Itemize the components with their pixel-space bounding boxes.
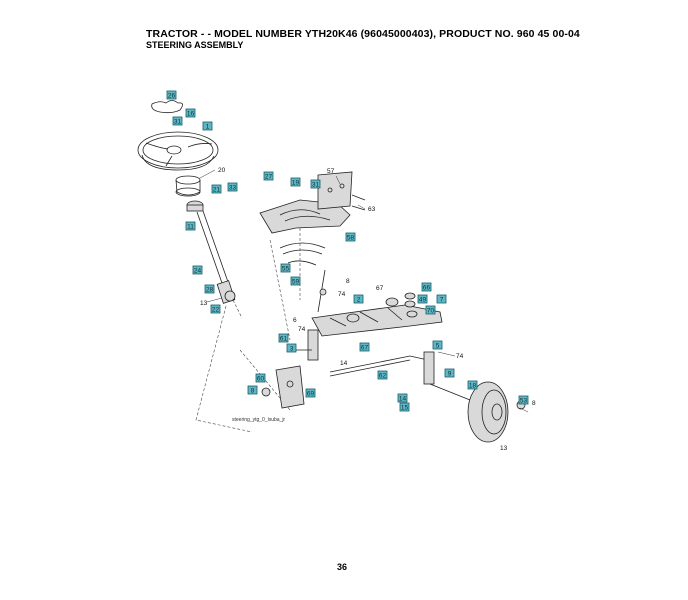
label-20: 20	[218, 167, 226, 174]
callout-14	[398, 394, 407, 403]
page-subtitle: STEERING ASSEMBLY	[146, 40, 244, 50]
svg-text:69: 69	[306, 390, 315, 398]
callout-33	[228, 183, 237, 192]
svg-text:26: 26	[167, 92, 176, 100]
svg-text:53: 53	[519, 397, 528, 405]
reference-code: steering_ytg_0_lsuba_jr	[232, 417, 286, 423]
callout-2	[354, 295, 363, 304]
svg-text:8: 8	[250, 387, 255, 395]
svg-text:9: 9	[447, 370, 452, 378]
label-67: 67	[376, 285, 384, 292]
callout-15	[400, 403, 409, 412]
svg-text:1: 1	[205, 123, 210, 131]
callout-53	[519, 396, 528, 405]
svg-text:18: 18	[468, 382, 477, 390]
callout-70	[426, 306, 435, 315]
svg-text:22: 22	[211, 306, 220, 314]
svg-text:66: 66	[422, 284, 431, 292]
label-57: 57	[327, 168, 335, 175]
callout-60	[256, 374, 265, 383]
svg-text:21: 21	[212, 186, 221, 194]
front-wheel	[468, 382, 508, 442]
svg-text:5: 5	[435, 342, 440, 350]
bushing	[187, 201, 203, 211]
label-6: 6	[293, 317, 297, 324]
svg-text:60: 60	[256, 375, 265, 383]
svg-text:59: 59	[291, 278, 300, 286]
washer-stack	[405, 293, 417, 317]
callout-26	[167, 91, 176, 100]
callout-1	[203, 122, 212, 131]
callout-62	[378, 371, 387, 380]
svg-text:31: 31	[173, 118, 182, 126]
page-title: TRACTOR - - MODEL NUMBER YTH20K46 (96045000403), PRODUCT NO. 960 45 00-04	[146, 28, 580, 40]
callout-18	[468, 381, 477, 390]
svg-text:33: 33	[228, 184, 237, 192]
callout-66	[422, 283, 431, 292]
callout-9	[445, 369, 454, 378]
svg-text:19: 19	[291, 179, 300, 187]
svg-text:2: 2	[356, 296, 361, 304]
callout-55	[281, 264, 290, 273]
label-74a: 74	[338, 291, 346, 298]
svg-text:7: 7	[439, 296, 444, 304]
label-74c: 74	[456, 353, 464, 360]
callout-27	[264, 172, 273, 181]
callout-59	[291, 277, 300, 286]
callout-3	[287, 344, 296, 353]
callout-11	[186, 222, 195, 231]
callout-31b	[311, 180, 320, 189]
callout-7	[437, 295, 446, 304]
svg-text:70: 70	[426, 307, 435, 315]
page-number: 36	[337, 562, 348, 572]
callout-69	[306, 389, 315, 398]
svg-text:15: 15	[400, 404, 409, 412]
svg-text:28: 28	[205, 286, 214, 294]
callout-21	[212, 185, 221, 194]
callout-31	[173, 117, 182, 126]
bushing-axle	[347, 314, 359, 322]
svg-text:27: 27	[264, 173, 273, 181]
callout-61	[279, 334, 288, 343]
nut-62	[262, 388, 270, 396]
svg-text:58: 58	[346, 234, 355, 242]
callout-28	[205, 285, 214, 294]
callout-22	[211, 305, 220, 314]
label-13b: 13	[500, 445, 508, 452]
svg-text:49: 49	[418, 296, 427, 304]
svg-text:61: 61	[279, 335, 288, 343]
label-8a: 8	[346, 278, 350, 285]
svg-text:55: 55	[281, 265, 290, 273]
svg-text:11: 11	[187, 223, 194, 231]
label-14: 14	[340, 360, 348, 367]
svg-text:31: 31	[311, 181, 320, 189]
pivot-bolt	[318, 270, 326, 312]
steering-boot	[176, 176, 200, 196]
svg-text:24: 24	[193, 267, 202, 275]
callout-67	[360, 343, 369, 352]
callout-8	[248, 386, 257, 395]
steering-wheel	[138, 132, 218, 170]
svg-text:14: 14	[398, 395, 407, 403]
callout-19	[291, 178, 300, 187]
callout-58	[346, 233, 355, 242]
label-74b: 74	[298, 326, 306, 333]
label-13a: 13	[200, 300, 208, 307]
front-axle	[312, 305, 442, 336]
svg-text:3: 3	[289, 345, 294, 353]
mount-bracket	[318, 172, 352, 209]
sector-gear	[280, 243, 325, 265]
steering-cap	[152, 101, 183, 113]
label-8b: 8	[532, 400, 536, 407]
callout-5	[433, 341, 442, 350]
steering-shaft	[197, 211, 235, 303]
spacer-67	[386, 298, 398, 306]
steering-arm	[276, 366, 304, 408]
label-63: 63	[368, 206, 376, 213]
svg-text:62: 62	[378, 372, 387, 380]
callout-24	[193, 266, 202, 275]
callout-49	[418, 295, 427, 304]
svg-text:16: 16	[186, 110, 195, 118]
svg-text:67: 67	[360, 344, 369, 352]
callout-16	[186, 109, 195, 118]
